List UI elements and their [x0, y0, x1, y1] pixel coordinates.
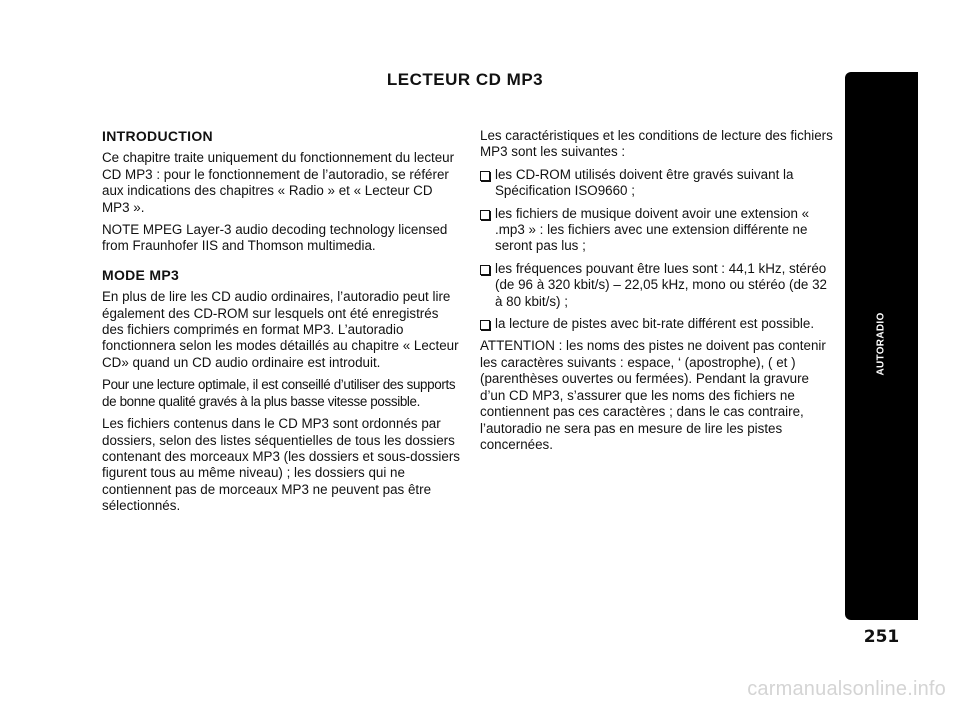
section-heading-introduction: INTRODUCTION [102, 128, 213, 144]
page-number: 251 [863, 627, 900, 647]
list-item-text: les fichiers de musique doivent avoir une extension « .mp3 » : les fichiers avec une extension différente ne seront pas lus ; [495, 205, 810, 254]
page-title: LECTEUR CD MP3 [386, 70, 544, 89]
list-item [480, 261, 836, 310]
section-heading-mode-mp3: MODE MP3 [102, 266, 180, 283]
list-item-text: la lecture de pistes avec bit-rate différent est possible. [495, 316, 815, 332]
list-item [480, 316, 836, 332]
left-column [102, 128, 462, 521]
checkbox-bullet-icon [480, 210, 490, 220]
conditions-intro: Les caractéristiques et les conditions de lecture des fichiers MP3 sont les suivantes : [480, 128, 833, 160]
list-item [480, 167, 836, 200]
intro-paragraph: Ce chapitre traite uniquement du fonctionnement du lecteur CD MP3 : pour le fonctionnement de l’autoradio, se référer aux indications des chapitres « Radio » et « Lecteur CD MP3 ». [102, 150, 455, 215]
checkbox-bullet-icon [480, 171, 490, 181]
watermark: carmanualsonline.info [747, 678, 946, 700]
mode-paragraph-2: Pour une lecture optimale, il est conseillé d’utiliser des supports de bonne qualité gravés à la plus basse vitesse possible. [102, 377, 456, 409]
chapter-tab-label: AUTORADIO [875, 312, 887, 376]
list-item-text: les CD-ROM utilisés doivent être gravés suivant la Spécification ISO9660 ; [495, 166, 794, 199]
mode-paragraph-3: Les fichiers contenus dans le CD MP3 sont ordonnés par dossiers, selon des listes séquentielles de tous les dossiers contenant des morceaux MP3 (les dossiers et sous-dossiers figurent tous au même niveau) ; les dossiers qui ne contiennent pas de morceaux MP3 ne peuvent pas être sélectionnés. [102, 416, 460, 514]
list-item [480, 206, 836, 255]
checkbox-bullet-icon [480, 320, 490, 330]
checkbox-bullet-icon [480, 265, 490, 275]
list-item-text: les fréquences pouvant être lues sont : 44,1 kHz, stéréo (de 96 à 320 kbit/s) – 22,05 kHz, mono ou stéréo (de 32 à 80 kbit/s) ; [495, 260, 827, 309]
conditions-list [480, 167, 836, 333]
mode-paragraph-1: En plus de lire les CD audio ordinaires, l’autoradio peut lire également des CD-ROM sur lesquels ont été enregistrés des fichiers comprimés en format MP3. L’autoradio fonctionnera selon les modes détaillés au chapitre « Lecteur CD» quand un CD audio ordinaire est introduit. [102, 289, 459, 370]
note-paragraph: NOTE MPEG Layer-3 audio decoding technology licensed from Fraunhofer IIS and Thomson multimedia. [102, 222, 448, 254]
attention-paragraph: ATTENTION : les noms des pistes ne doivent pas contenir les caractères suivants : espace, ‘ (apostrophe), ( et ) (parenthèses ouvertes ou fermées). Pendant la gravure d’un CD MP3, s’assurer que les noms des fichiers ne contiennent pas ces caractères ; dans le cas contraire, l’autoradio ne sera pas en mesure de lire les pistes concernées. [480, 338, 826, 452]
right-column [480, 128, 836, 459]
